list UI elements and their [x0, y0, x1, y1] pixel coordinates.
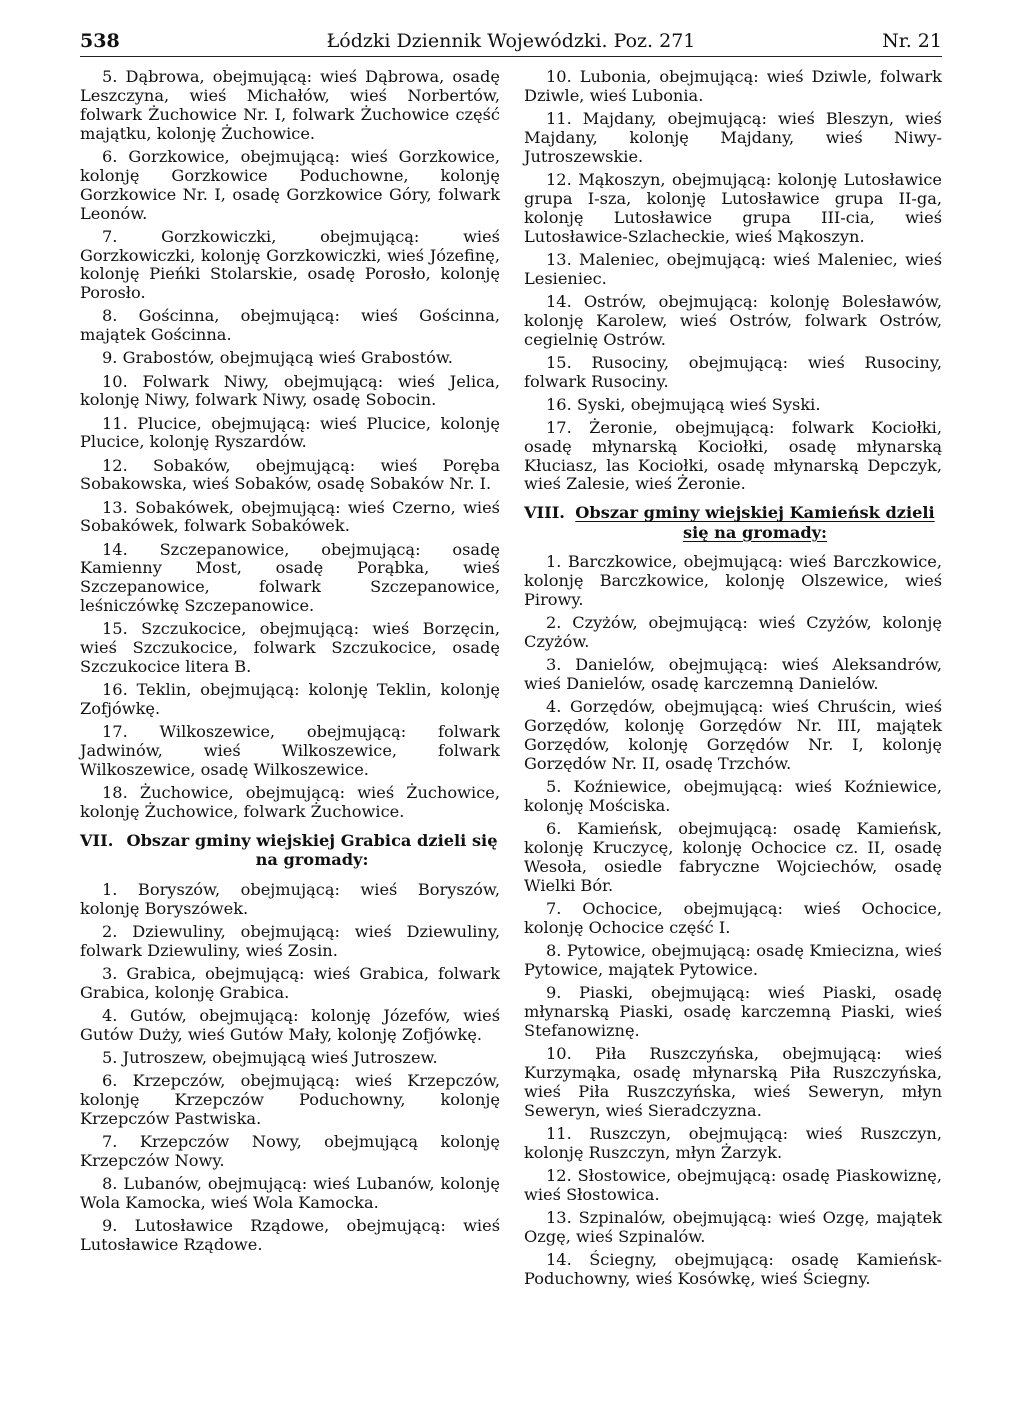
list-item: 9. Piaski, obejmującą: wieś Piaski, osadę młynarską Piaski, osadę karczemną Piaski, wieś Stefanowiznę.: [524, 982, 942, 1040]
list-item: 13. Sobakówek, obejmującą: wieś Czerno, wieś Sobakówek, folwark Sobakówek.: [80, 497, 500, 536]
list-item: 8. Lubanów, obejmującą: wieś Lubanów, kolonję Wola Kamocka, wieś Wola Kamocka.: [80, 1173, 500, 1212]
list-item: 12. Mąkoszyn, obejmującą: kolonję Lutosławice grupa I-sza, kolonję Lutosławice grupa II-ga, kolonję Lutosławice grupa III-cia, wieś Lutosławice-Szlacheckie, wieś Mąkoszyn.: [524, 169, 942, 246]
list-item: 14. Szczepanowice, obejmującą: osadę Kamienny Most, osadę Porąbka, wieś Szczepanowice, folwark Szczepanowice, leśniczówkę Szczepanowice.: [80, 539, 500, 616]
list-item: 15. Rusociny, obejmującą: wieś Rusociny, folwark Rusociny.: [524, 352, 942, 391]
issue-number: Nr. 21: [882, 30, 942, 52]
page-number: 538: [80, 30, 120, 52]
page-header: [80, 26, 942, 57]
left-column: [80, 68, 500, 1259]
list-item: 6. Kamieńsk, obejmującą: osadę Kamieńsk, kolonję Kruczycę, kolonję Ochocice cz. II, osadę Wesoła, osiedle fabryczne Wojciechów, osadę Wielki Bór.: [524, 819, 942, 895]
list-item: 18. Żuchowice, obejmującą: wieś Żuchowice, kolonję Żuchowice, folwark Żuchowice.: [80, 783, 500, 822]
section-title: Obszar gminy wiejskiej Grabica dzieli się na gromady:: [126, 830, 498, 870]
list-item: 11. Majdany, obejmującą: wieś Bleszyn, wieś Majdany, kolonję Majdany, wieś Niwy-Jutroszewskie.: [524, 109, 942, 166]
list-item: 9. Grabostów, obejmującą wieś Grabostów.: [102, 348, 453, 368]
list-item: 2. Dziewuliny, obejmującą: wieś Dziewuliny, folwark Dziewuliny, wieś Zosin.: [80, 921, 500, 960]
list-item: 6. Gorzkowice, obejmującą: wieś Gorzkowice, kolonję Gorzkowice Poduchowne, kolonję Gorzkowice Nr. I, osadę Gorzkowice Góry, folwark Leonów.: [80, 146, 500, 223]
list-item: 8. Pytowice, obejmującą: osadę Kmiecizna, wieś Pytowice, majątek Pytowice.: [524, 940, 942, 979]
list-item: 10. Folwark Niwy, obejmującą: wieś Jelica, kolonję Niwy, folwark Niwy, osadę Sobocin.: [80, 371, 500, 410]
list-item: 10. Piła Ruszczyńska, obejmującą: wieś Kurzymąka, osadę młynarską Piła Ruszczyńska, wieś Piła Ruszczyńska, wieś Seweryn, młyn Seweryn, wieś Sieradczyzna.: [524, 1043, 942, 1120]
list-item: 16. Teklin, obejmującą: kolonję Teklin, kolonję Zofjówkę.: [80, 680, 500, 719]
section-heading-vii: [80, 831, 500, 870]
list-item: 1. Barczkowice, obejmującą: wieś Barczkowice, kolonję Barczkowice, kolonję Olszewice, wieś Pirowy.: [524, 552, 942, 610]
list-item: 7. Gorzkowiczki, obejmującą: wieś Gorzkowiczki, kolonję Gorzkowiczki, wieś Józefinę, kolonję Pieńki Stolarskie, osadę Porosło, kolonję Porosło.: [80, 226, 500, 303]
list-item: 7. Krzepczów Nowy, obejmującą kolonję Krzepczów Nowy.: [80, 1131, 500, 1170]
list-item: 13. Maleniec, obejmującą: wieś Maleniec, wieś Lesieniec.: [524, 249, 942, 288]
list-item: 8. Gościnna, obejmującą: wieś Gościnna, majątek Gościnna.: [80, 306, 500, 345]
journal-title: Łódzki Dziennik Wojewódzki. Poz. 271: [326, 30, 696, 52]
list-item: 14. Ściegny, obejmującą: osadę Kamieńsk-Poduchowny, wieś Kosówkę, wieś Ściegny.: [524, 1249, 942, 1288]
section-number: VII.: [80, 830, 114, 850]
list-item: 2. Czyżów, obejmującą: wieś Czyżów, kolonję Czyżów.: [524, 613, 942, 652]
list-item: 13. Szpinalów, obejmującą: wieś Ozgę, majątek Ozgę, wieś Szpinalów.: [524, 1207, 942, 1246]
list-item: 5. Jutroszew, obejmującą wieś Jutroszew.: [102, 1047, 438, 1067]
list-item: 3. Grabica, obejmującą: wieś Grabica, folwark Grabica, kolonję Grabica.: [80, 963, 500, 1002]
list-item: 17. Wilkoszewice, obejmującą: folwark Jadwinów, wieś Wilkoszewice, folwark Wilkoszewice, osadę Wilkoszewice.: [80, 722, 500, 780]
list-item: 5. Dąbrowa, obejmującą: wieś Dąbrowa, osadę Leszczyna, wieś Michałów, wieś Norbertów, folwark Żuchowice Nr. I, folwark Żuchowice część majątku, kolonję Żuchowice.: [80, 67, 500, 143]
list-item: 15. Szczukocice, obejmującą: wieś Borzęcin, wieś Szczukocice, folwark Szczukocice, osadę Szczukocice litera B.: [80, 619, 500, 677]
list-item: 7. Ochocice, obejmującą: wieś Ochocice, kolonję Ochocice część I.: [524, 898, 942, 937]
list-item: 14. Ostrów, obejmującą: kolonję Bolesławów, kolonję Karolew, wieś Ostrów, folwark Ostrów, cegielnię Ostrów.: [524, 291, 942, 349]
list-item: 12. Słostowice, obejmującą: osadę Piaskowiznę, wieś Słostowica.: [524, 1165, 942, 1204]
list-item: 11. Plucice, obejmującą: wieś Plucice, kolonję Plucice, kolonję Ryszardów.: [80, 413, 500, 452]
list-item: 4. Gorzędów, obejmującą: wieś Chruścin, wieś Gorzędów, kolonję Gorzędów Nr. III, majątek Gorzędów, kolonję Gorzędów Nr. I, kolonję Gorzędów Nr. II, osadę Trzchów.: [524, 697, 942, 773]
list-item: 5. Koźniewice, obejmującą: wieś Koźniewice, kolonję Mościska.: [524, 777, 942, 815]
list-item: 12. Sobaków, obejmującą: wieś Poręba Sobakowska, wieś Sobaków, osadę Sobaków Nr. I.: [80, 455, 500, 494]
list-item: 10. Lubonia, obejmującą: wieś Dziwle, folwark Dziwle, wieś Lubonia.: [524, 67, 942, 105]
section-number: VIII.: [524, 503, 565, 523]
section-title: Obszar gminy wiejskiej Kamieńsk dzieli się na gromady:: [575, 503, 935, 542]
list-item: 3. Danielów, obejmującą: wieś Aleksandrów, wieś Danielów, osadę karczemną Danielów.: [524, 655, 942, 694]
list-item: 4. Gutów, obejmującą: kolonję Józefów, wieś Gutów Duży, wieś Gutów Mały, kolonję Zofjówkę.: [80, 1005, 500, 1044]
list-item: 6. Krzepczów, obejmującą: wieś Krzepczów, kolonję Krzepczów Poduchowny, kolonję Krzepczów Pastwiska.: [80, 1071, 500, 1128]
list-item: 9. Lutosławice Rządowe, obejmującą: wieś Lutosławice Rządowe.: [80, 1215, 500, 1254]
right-column: [524, 68, 942, 1293]
list-item: 17. Żeronie, obejmującą: folwark Kociołki, osadę młynarską Kociołki, osadę młynarską Kłuciasz, las Kociołki, osadę młynarską Depczyk, wieś Zalesie, wieś Żeronie.: [524, 417, 942, 494]
section-heading-viii: [524, 503, 942, 542]
list-item: 1. Boryszów, obejmującą: wieś Boryszów, kolonję Boryszówek.: [80, 879, 500, 918]
list-item: 11. Ruszczyn, obejmującą: wieś Ruszczyn, kolonję Ruszczyn, młyn Żarzyk.: [524, 1123, 942, 1162]
list-item: 16. Syski, obejmującą wieś Syski.: [546, 394, 821, 414]
